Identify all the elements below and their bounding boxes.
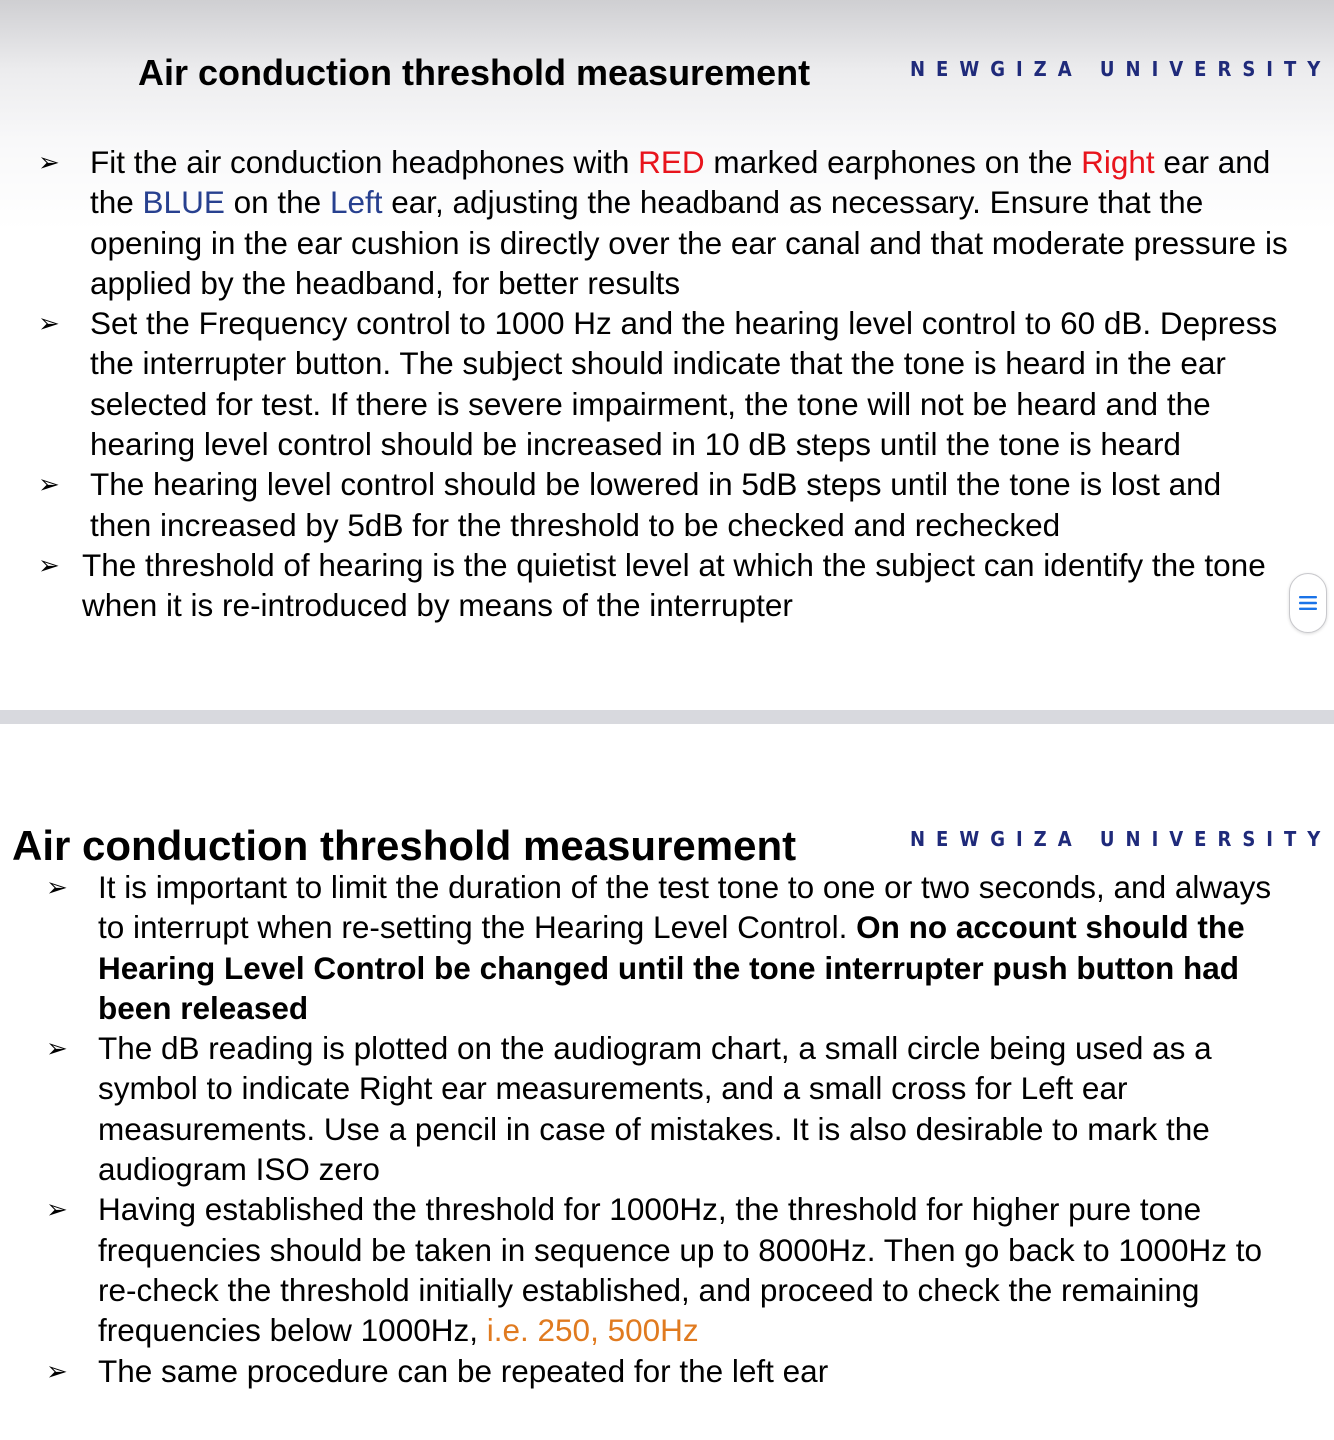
slide-divider [0, 710, 1334, 724]
list-menu-button[interactable] [1289, 573, 1327, 633]
slide-1 [0, 0, 1334, 710]
list-item: ➢ It is important to limit the duration of the test tone to one or two seconds, and always to interrupt when re-setting the Hearing Level Control. On no account should the Hearing Level Control be changed until the tone interrupter push button had been released [46, 869, 1272, 1026]
slide-2 [0, 724, 1334, 1440]
slide-1-title: Air conduction threshold measurement [138, 52, 811, 93]
list-item: ➢ The threshold of hearing is the quietist level at which the subject can identify the tone when it is re-introduced by means of the interrupter [38, 546, 1266, 624]
slide-2-title: Air conduction threshold measurement [12, 822, 797, 869]
arrow-bullet-icon: ➢ [38, 549, 60, 580]
list-item: ➢ The hearing level control should be lowered in 5dB steps until the tone is lost and then increased by 5dB for the threshold to be checked and rechecked [38, 466, 1222, 543]
arrow-bullet-icon: ➢ [38, 308, 60, 339]
list-menu-icon [1299, 594, 1317, 612]
list-item: ➢ Having established the threshold for 1000Hz, the threshold for higher pure tone frequencies should be taken in sequence up to 8000Hz. Then go back to 1000Hz to re-check the threshold initially established, and proceed to check the remaining frequencies below 1000Hz, i.e. 250, 500Hz [46, 1191, 1262, 1349]
list-item: ➢ The dB reading is plotted on the audiogram chart, a small circle being used as a symbol to indicate Right ear measurements, and a small cross for Left ear measurements. Use a pencil in case of mistakes. It is also desirable to mark the audiogram ISO zero [46, 1030, 1212, 1188]
arrow-bullet-icon: ➢ [46, 872, 68, 902]
slide-1-university-logo: NEWGIZA UNIVERSITY [910, 57, 1332, 81]
slide-2-university-logo: NEWGIZA UNIVERSITY [910, 827, 1332, 851]
arrow-bullet-icon: ➢ [38, 469, 60, 500]
slide-2-bullet-list [46, 867, 1286, 1391]
slide-1-bullet-list [38, 142, 1288, 626]
arrow-bullet-icon: ➢ [46, 1194, 68, 1225]
list-item: ➢ Set the Frequency control to 1000 Hz and the hearing level control to 60 dB. Depress the interrupter button. The subject should indicate that the tone is heard in the ear selected for test. If there is severe impairment, the tone will not be heard and the hearing level control should be increased in 10 dB steps until the tone is heard [38, 305, 1278, 463]
arrow-bullet-icon: ➢ [46, 1033, 68, 1064]
list-item: ➢ The same procedure can be repeated for the left ear [46, 1352, 829, 1389]
list-item: ➢ Fit the air conduction headphones with RED marked earphones on the Right ear and the BLUE on the Left ear, adjusting the headband as necessary. Ensure that the opening in the ear cushion is directly over the ear canal and that moderate pressure is applied by the headband, for better results [38, 144, 1288, 301]
arrow-bullet-icon: ➢ [46, 1355, 68, 1386]
arrow-bullet-icon: ➢ [38, 147, 60, 177]
